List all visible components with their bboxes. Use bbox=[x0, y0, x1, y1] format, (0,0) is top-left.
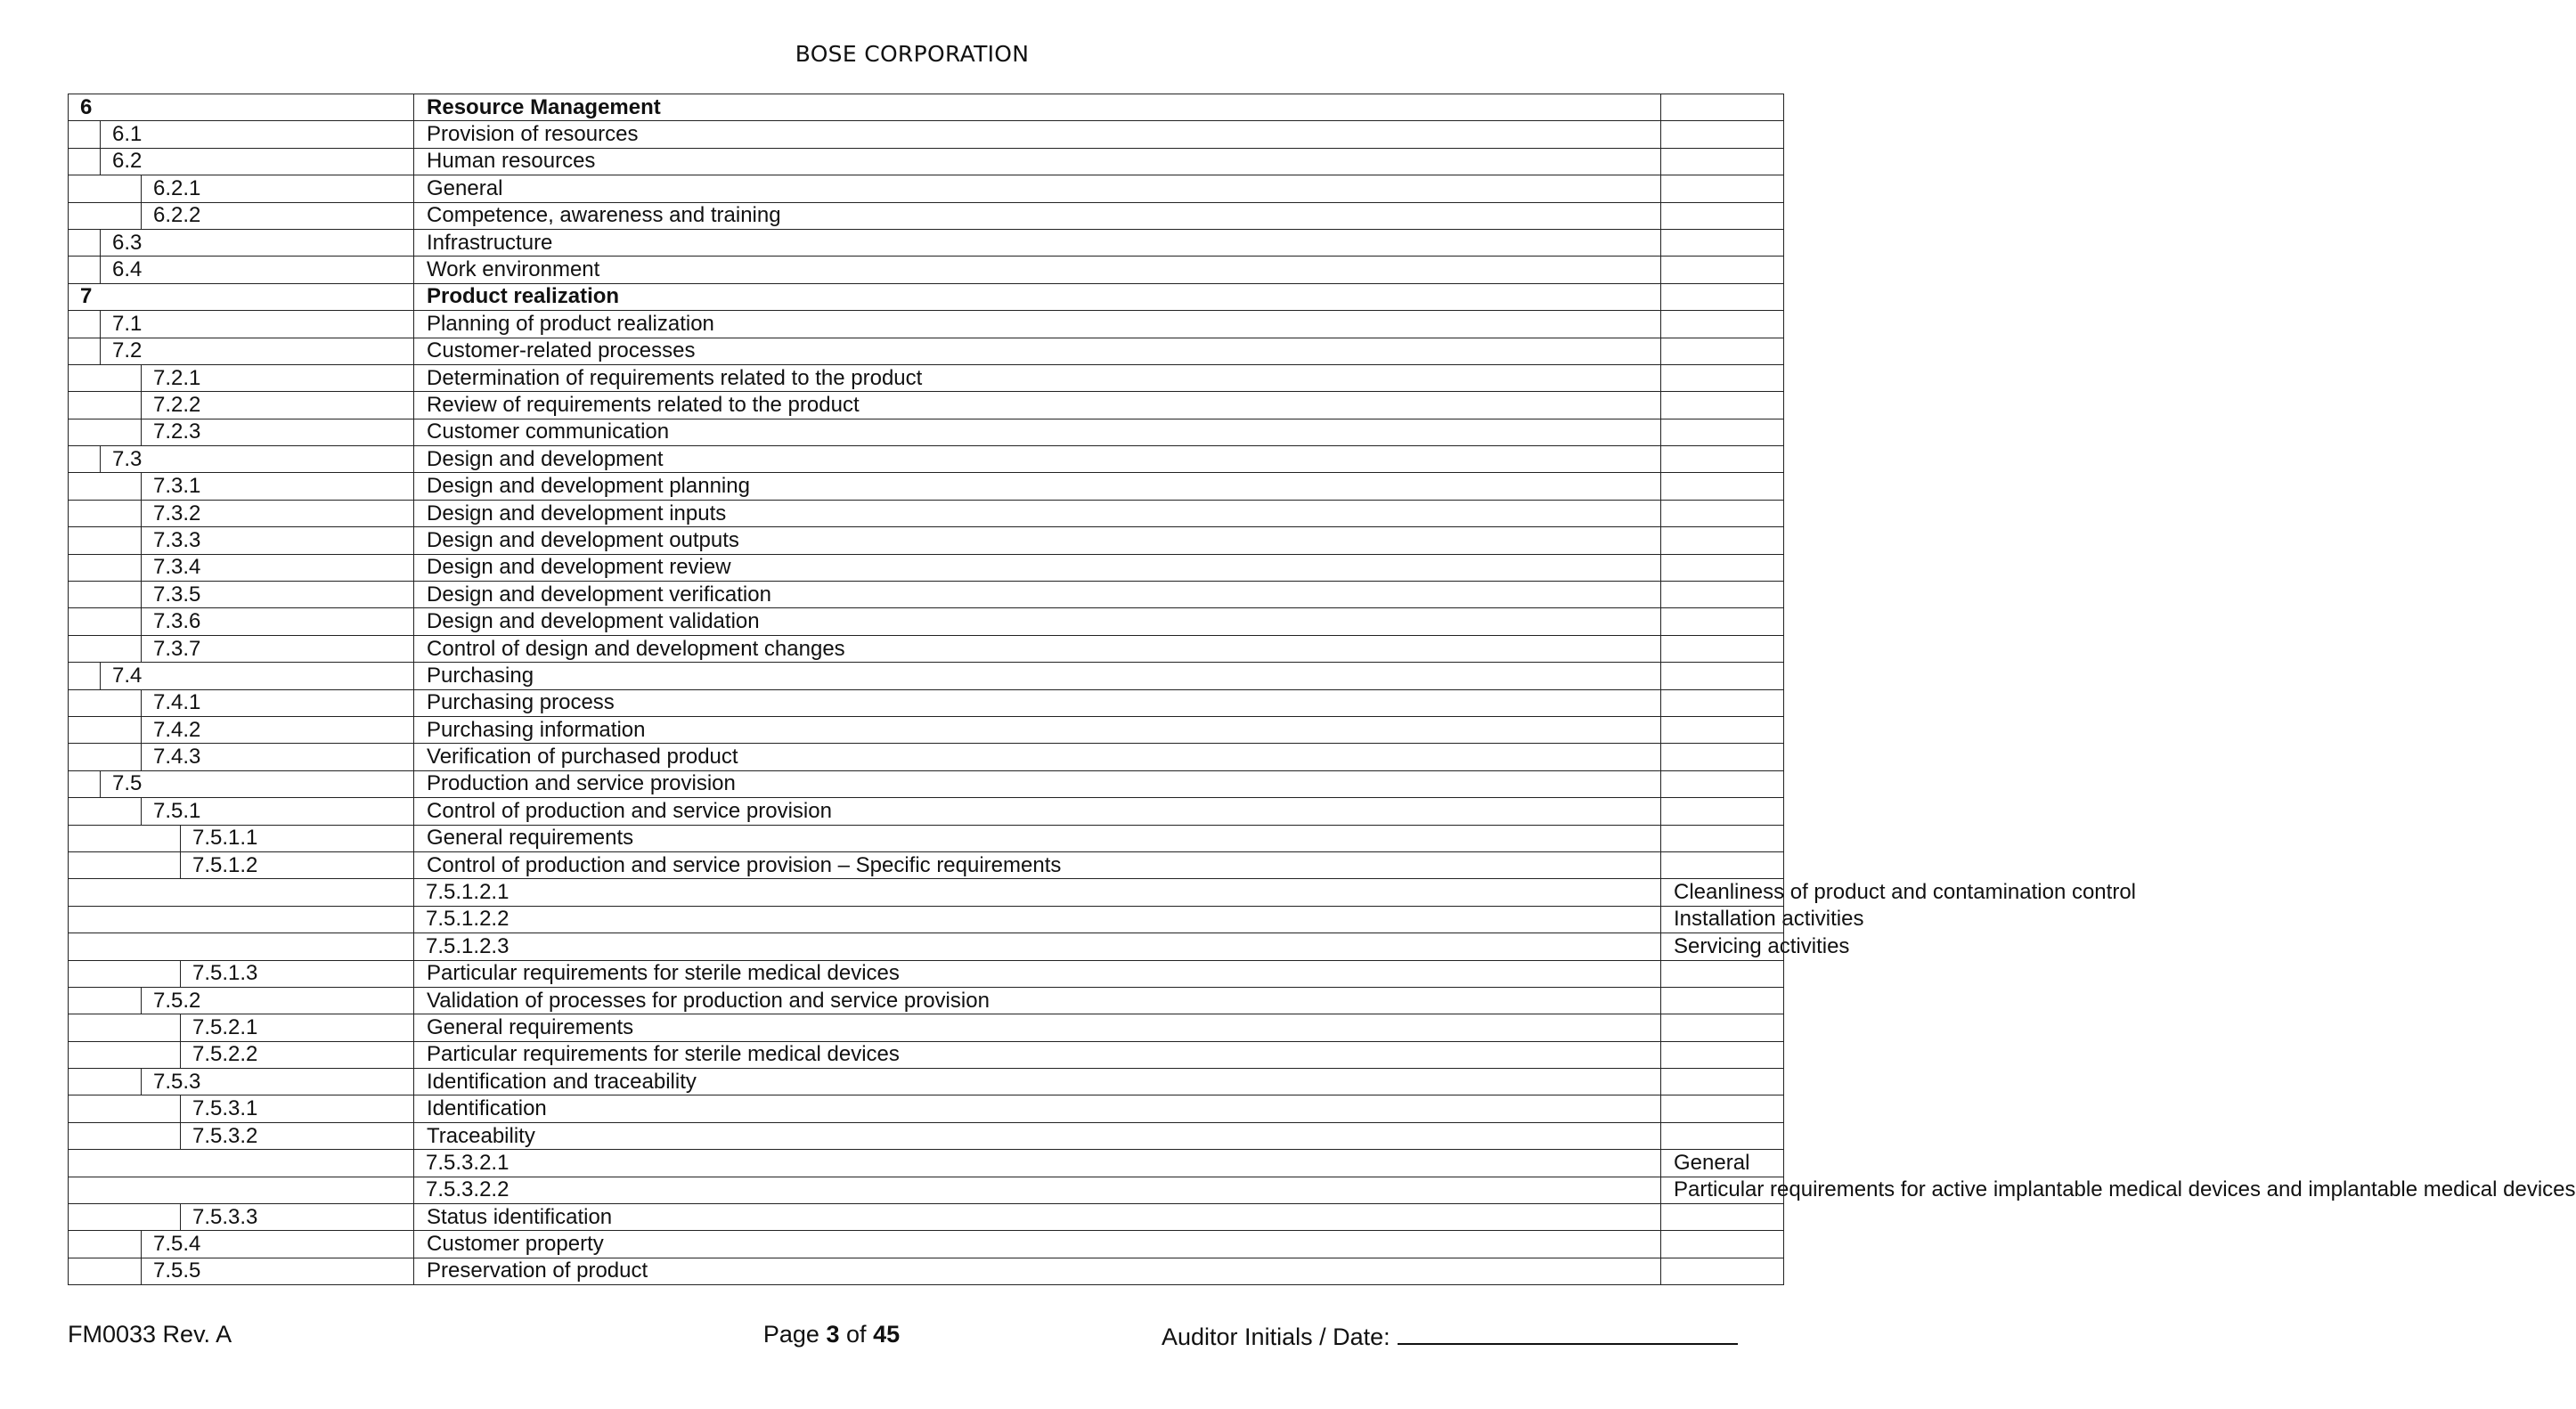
indent-cell bbox=[69, 554, 142, 581]
audit-check-cell[interactable] bbox=[1661, 257, 1784, 283]
table-row bbox=[69, 716, 1784, 743]
clause-title: Determination of requirements related to the product bbox=[414, 364, 1661, 391]
audit-check-cell[interactable] bbox=[1661, 1014, 1784, 1041]
clause-title: Identification bbox=[414, 1095, 1661, 1122]
clause-title: Product realization bbox=[414, 283, 1661, 310]
indent-cell bbox=[69, 1258, 142, 1284]
audit-check-cell[interactable] bbox=[1661, 770, 1784, 797]
clause-number: 7.2.1 bbox=[142, 364, 414, 391]
table-row bbox=[69, 419, 1784, 445]
clause-title: Cleanliness of product and contamination control bbox=[1661, 879, 1784, 906]
table-row bbox=[69, 364, 1784, 391]
indent-cell bbox=[69, 635, 142, 662]
clause-title: Design and development bbox=[414, 446, 1661, 473]
clause-title: Design and development inputs bbox=[414, 500, 1661, 526]
audit-check-cell[interactable] bbox=[1661, 798, 1784, 825]
clause-number: 7.3.1 bbox=[142, 473, 414, 500]
clause-title: Purchasing process bbox=[414, 689, 1661, 716]
clause-number: 7.5.3.2.1 bbox=[414, 1150, 1661, 1177]
clause-checklist-table bbox=[68, 94, 2576, 1285]
indent-cell bbox=[69, 906, 414, 933]
auditor-signature-line[interactable] bbox=[1398, 1321, 1738, 1345]
page-header-company: BOSE CORPORATION bbox=[795, 41, 1030, 67]
indent-cell bbox=[69, 1177, 414, 1203]
audit-check-cell[interactable] bbox=[1661, 419, 1784, 445]
clause-title: Work environment bbox=[414, 257, 1661, 283]
indent-cell bbox=[69, 689, 142, 716]
clause-title: Status identification bbox=[414, 1204, 1661, 1231]
table-row bbox=[69, 1204, 1784, 1231]
indent-cell bbox=[69, 1150, 414, 1177]
audit-check-cell[interactable] bbox=[1661, 987, 1784, 1014]
page-number: Page 3 of 45 bbox=[762, 1321, 901, 1348]
indent-cell bbox=[69, 933, 414, 960]
table-row bbox=[69, 338, 1784, 364]
clause-title: Customer-related processes bbox=[414, 338, 1661, 364]
indent-cell bbox=[69, 148, 101, 175]
clause-number: 7.2.3 bbox=[142, 419, 414, 445]
indent-cell bbox=[69, 608, 142, 635]
clause-number: 7.5.1.2.3 bbox=[414, 933, 1661, 960]
clause-title: Human resources bbox=[414, 148, 1661, 175]
table-row bbox=[69, 175, 1784, 202]
indent-cell bbox=[69, 473, 142, 500]
table-row bbox=[69, 121, 1784, 148]
indent-cell bbox=[69, 582, 142, 608]
clause-number: 7.2.2 bbox=[142, 392, 414, 419]
table-row bbox=[69, 1258, 1784, 1284]
clause-number: 7.3.3 bbox=[142, 527, 414, 554]
clause-number: 7.4 bbox=[101, 663, 414, 689]
clause-number: 7.2 bbox=[101, 338, 414, 364]
clause-title: Purchasing information bbox=[414, 716, 1661, 743]
audit-check-cell[interactable] bbox=[1661, 1204, 1784, 1231]
clause-title: Design and development review bbox=[414, 554, 1661, 581]
table-row bbox=[69, 202, 1784, 229]
clause-title: Traceability bbox=[414, 1122, 1661, 1149]
clause-number: 7.3 bbox=[101, 446, 414, 473]
indent-cell bbox=[69, 175, 142, 202]
form-number: FM0033 Rev. A bbox=[68, 1321, 232, 1348]
table-row bbox=[69, 1069, 1784, 1095]
table-row bbox=[69, 527, 1784, 554]
audit-check-cell[interactable] bbox=[1661, 148, 1784, 175]
indent-cell bbox=[69, 1014, 181, 1041]
clause-title: Purchasing bbox=[414, 663, 1661, 689]
indent-cell bbox=[69, 419, 142, 445]
clause-title: Control of production and service provision – Specific requirements bbox=[414, 851, 1661, 878]
audit-check-cell[interactable] bbox=[1661, 1122, 1784, 1149]
audit-check-cell[interactable] bbox=[1661, 229, 1784, 256]
clause-title: Validation of processes for production and service provision bbox=[414, 987, 1661, 1014]
clause-title: Infrastructure bbox=[414, 229, 1661, 256]
indent-cell bbox=[69, 1204, 181, 1231]
table-row bbox=[69, 554, 1784, 581]
indent-cell bbox=[69, 364, 142, 391]
clause-title: Servicing activities bbox=[1661, 933, 1784, 960]
indent-cell bbox=[69, 500, 142, 526]
audit-check-cell[interactable] bbox=[1661, 1258, 1784, 1284]
table-row bbox=[69, 257, 1784, 283]
clause-number: 7.1 bbox=[101, 311, 414, 338]
clause-title: Design and development planning bbox=[414, 473, 1661, 500]
clause-number: 6.2 bbox=[101, 148, 414, 175]
table-row bbox=[69, 229, 1784, 256]
table-row bbox=[69, 798, 1784, 825]
indent-cell bbox=[69, 744, 142, 770]
clause-number: 7.4.2 bbox=[142, 716, 414, 743]
table-row bbox=[69, 1095, 1784, 1122]
audit-check-cell[interactable] bbox=[1661, 94, 1784, 121]
auditor-signoff bbox=[1162, 1321, 1738, 1351]
audit-check-cell[interactable] bbox=[1661, 663, 1784, 689]
indent-cell bbox=[69, 1095, 181, 1122]
audit-check-cell[interactable] bbox=[1661, 716, 1784, 743]
indent-cell bbox=[69, 1122, 181, 1149]
clause-title: Control of design and development changes bbox=[414, 635, 1661, 662]
table-row bbox=[69, 987, 1784, 1014]
table-row bbox=[69, 906, 1784, 933]
audit-check-cell[interactable] bbox=[1661, 608, 1784, 635]
audit-check-cell[interactable] bbox=[1661, 554, 1784, 581]
clause-title: Customer communication bbox=[414, 419, 1661, 445]
clause-title: Particular requirements for sterile medical devices bbox=[414, 1041, 1661, 1068]
indent-cell bbox=[69, 987, 142, 1014]
clause-number: 7.5.2 bbox=[142, 987, 414, 1014]
clause-number: 7.4.1 bbox=[142, 689, 414, 716]
clause-number: 7.5.1 bbox=[142, 798, 414, 825]
clause-number: 7.5.3.2 bbox=[181, 1122, 414, 1149]
table-row bbox=[69, 1231, 1784, 1258]
clause-number: 6.1 bbox=[101, 121, 414, 148]
table-row bbox=[69, 770, 1784, 797]
audit-check-cell[interactable] bbox=[1661, 851, 1784, 878]
clause-number: 7.5.3.3 bbox=[181, 1204, 414, 1231]
audit-check-cell[interactable] bbox=[1661, 311, 1784, 338]
clause-title: Design and development validation bbox=[414, 608, 1661, 635]
audit-check-cell[interactable] bbox=[1661, 1041, 1784, 1068]
table-row bbox=[69, 473, 1784, 500]
indent-cell bbox=[69, 770, 101, 797]
clause-title: General requirements bbox=[414, 1014, 1661, 1041]
clause-title: Planning of product realization bbox=[414, 311, 1661, 338]
audit-check-cell[interactable] bbox=[1661, 392, 1784, 419]
indent-cell bbox=[69, 960, 181, 987]
indent-cell bbox=[69, 527, 142, 554]
table-row bbox=[69, 689, 1784, 716]
clause-number: 7.5.1.1 bbox=[181, 825, 414, 851]
table-row bbox=[69, 933, 1784, 960]
indent-cell bbox=[69, 392, 142, 419]
clause-title: Resource Management bbox=[414, 94, 1661, 121]
table-row bbox=[69, 1177, 1784, 1203]
clause-number: 7.5.2.2 bbox=[181, 1041, 414, 1068]
audit-check-cell[interactable] bbox=[1661, 338, 1784, 364]
indent-cell bbox=[69, 825, 181, 851]
clause-number: 7 bbox=[69, 283, 414, 310]
auditor-label: Auditor Initials / Date: bbox=[1162, 1323, 1390, 1350]
indent-cell bbox=[69, 1041, 181, 1068]
indent-cell bbox=[69, 879, 414, 906]
table-row bbox=[69, 94, 1784, 121]
table-row bbox=[69, 311, 1784, 338]
clause-number: 7.5.1.2.2 bbox=[414, 906, 1661, 933]
indent-cell bbox=[69, 121, 101, 148]
table-row bbox=[69, 879, 1784, 906]
clause-title: Control of production and service provision bbox=[414, 798, 1661, 825]
indent-cell bbox=[69, 1069, 142, 1095]
table-row bbox=[69, 392, 1784, 419]
table-row bbox=[69, 148, 1784, 175]
indent-cell bbox=[69, 716, 142, 743]
clause-title: General requirements bbox=[414, 825, 1661, 851]
table-row bbox=[69, 582, 1784, 608]
clause-number: 7.3.7 bbox=[142, 635, 414, 662]
clause-number: 6.3 bbox=[101, 229, 414, 256]
clause-title: Customer property bbox=[414, 1231, 1661, 1258]
clause-title: Particular requirements for sterile medical devices bbox=[414, 960, 1661, 987]
audit-check-cell[interactable] bbox=[1661, 689, 1784, 716]
audit-check-cell[interactable] bbox=[1661, 960, 1784, 987]
table-row bbox=[69, 851, 1784, 878]
clause-number: 6.2.2 bbox=[142, 202, 414, 229]
table-row bbox=[69, 446, 1784, 473]
indent-cell bbox=[69, 338, 101, 364]
indent-cell bbox=[69, 257, 101, 283]
indent-cell bbox=[69, 202, 142, 229]
audit-check-cell[interactable] bbox=[1661, 283, 1784, 310]
audit-check-cell[interactable] bbox=[1661, 527, 1784, 554]
page-footer bbox=[68, 1321, 1751, 1348]
audit-check-cell[interactable] bbox=[1661, 202, 1784, 229]
table-row bbox=[69, 283, 1784, 310]
table-row bbox=[69, 1041, 1784, 1068]
clause-number: 6 bbox=[69, 94, 414, 121]
clause-number: 7.5.3.2.2 bbox=[414, 1177, 1661, 1203]
indent-cell bbox=[69, 311, 101, 338]
table-row bbox=[69, 1014, 1784, 1041]
indent-cell bbox=[69, 798, 142, 825]
audit-check-cell[interactable] bbox=[1661, 473, 1784, 500]
audit-check-cell[interactable] bbox=[1661, 1069, 1784, 1095]
clause-number: 7.5.2.1 bbox=[181, 1014, 414, 1041]
clause-number: 7.3.6 bbox=[142, 608, 414, 635]
table-row bbox=[69, 960, 1784, 987]
clause-title: Competence, awareness and training bbox=[414, 202, 1661, 229]
clause-number: 7.5.3.1 bbox=[181, 1095, 414, 1122]
indent-cell bbox=[69, 663, 101, 689]
clause-number: 7.5 bbox=[101, 770, 414, 797]
table-row bbox=[69, 1122, 1784, 1149]
clause-number: 7.4.3 bbox=[142, 744, 414, 770]
table-row bbox=[69, 635, 1784, 662]
clause-title: Provision of resources bbox=[414, 121, 1661, 148]
audit-check-cell[interactable] bbox=[1661, 500, 1784, 526]
clause-number: 7.5.4 bbox=[142, 1231, 414, 1258]
indent-cell bbox=[69, 851, 181, 878]
clause-number: 6.2.1 bbox=[142, 175, 414, 202]
clause-title: Verification of purchased product bbox=[414, 744, 1661, 770]
clause-title: General bbox=[414, 175, 1661, 202]
clause-title: General bbox=[1661, 1150, 1784, 1177]
clause-title: Preservation of product bbox=[414, 1258, 1661, 1284]
clause-title: Design and development verification bbox=[414, 582, 1661, 608]
audit-check-cell[interactable] bbox=[1661, 825, 1784, 851]
audit-check-cell[interactable] bbox=[1661, 175, 1784, 202]
table-row bbox=[69, 608, 1784, 635]
audit-check-cell[interactable] bbox=[1661, 446, 1784, 473]
indent-cell bbox=[69, 446, 101, 473]
audit-check-cell[interactable] bbox=[1661, 1095, 1784, 1122]
clause-title: Installation activities bbox=[1661, 906, 1784, 933]
clause-title: Identification and traceability bbox=[414, 1069, 1661, 1095]
audit-check-cell[interactable] bbox=[1661, 121, 1784, 148]
table-row bbox=[69, 1150, 1784, 1177]
table-row bbox=[69, 663, 1784, 689]
audit-check-cell[interactable] bbox=[1661, 635, 1784, 662]
table-row bbox=[69, 744, 1784, 770]
clause-number: 6.4 bbox=[101, 257, 414, 283]
clause-title: Production and service provision bbox=[414, 770, 1661, 797]
clause-number: 7.5.1.2.1 bbox=[414, 879, 1661, 906]
clause-title: Design and development outputs bbox=[414, 527, 1661, 554]
clause-number: 7.5.3 bbox=[142, 1069, 414, 1095]
table-row bbox=[69, 500, 1784, 526]
clause-number: 7.3.5 bbox=[142, 582, 414, 608]
clause-title: Review of requirements related to the product bbox=[414, 392, 1661, 419]
clause-number: 7.5.1.3 bbox=[181, 960, 414, 987]
clause-number: 7.5.5 bbox=[142, 1258, 414, 1284]
audit-check-cell[interactable] bbox=[1661, 582, 1784, 608]
clause-number: 7.3.4 bbox=[142, 554, 414, 581]
indent-cell bbox=[69, 1231, 142, 1258]
clause-number: 7.5.1.2 bbox=[181, 851, 414, 878]
audit-check-cell[interactable] bbox=[1661, 744, 1784, 770]
table-row bbox=[69, 825, 1784, 851]
clause-number: 7.3.2 bbox=[142, 500, 414, 526]
clause-title: Particular requirements for active implantable medical devices and implantable medical devices bbox=[1661, 1177, 1784, 1203]
audit-check-cell[interactable] bbox=[1661, 1231, 1784, 1258]
audit-check-cell[interactable] bbox=[1661, 364, 1784, 391]
indent-cell bbox=[69, 229, 101, 256]
